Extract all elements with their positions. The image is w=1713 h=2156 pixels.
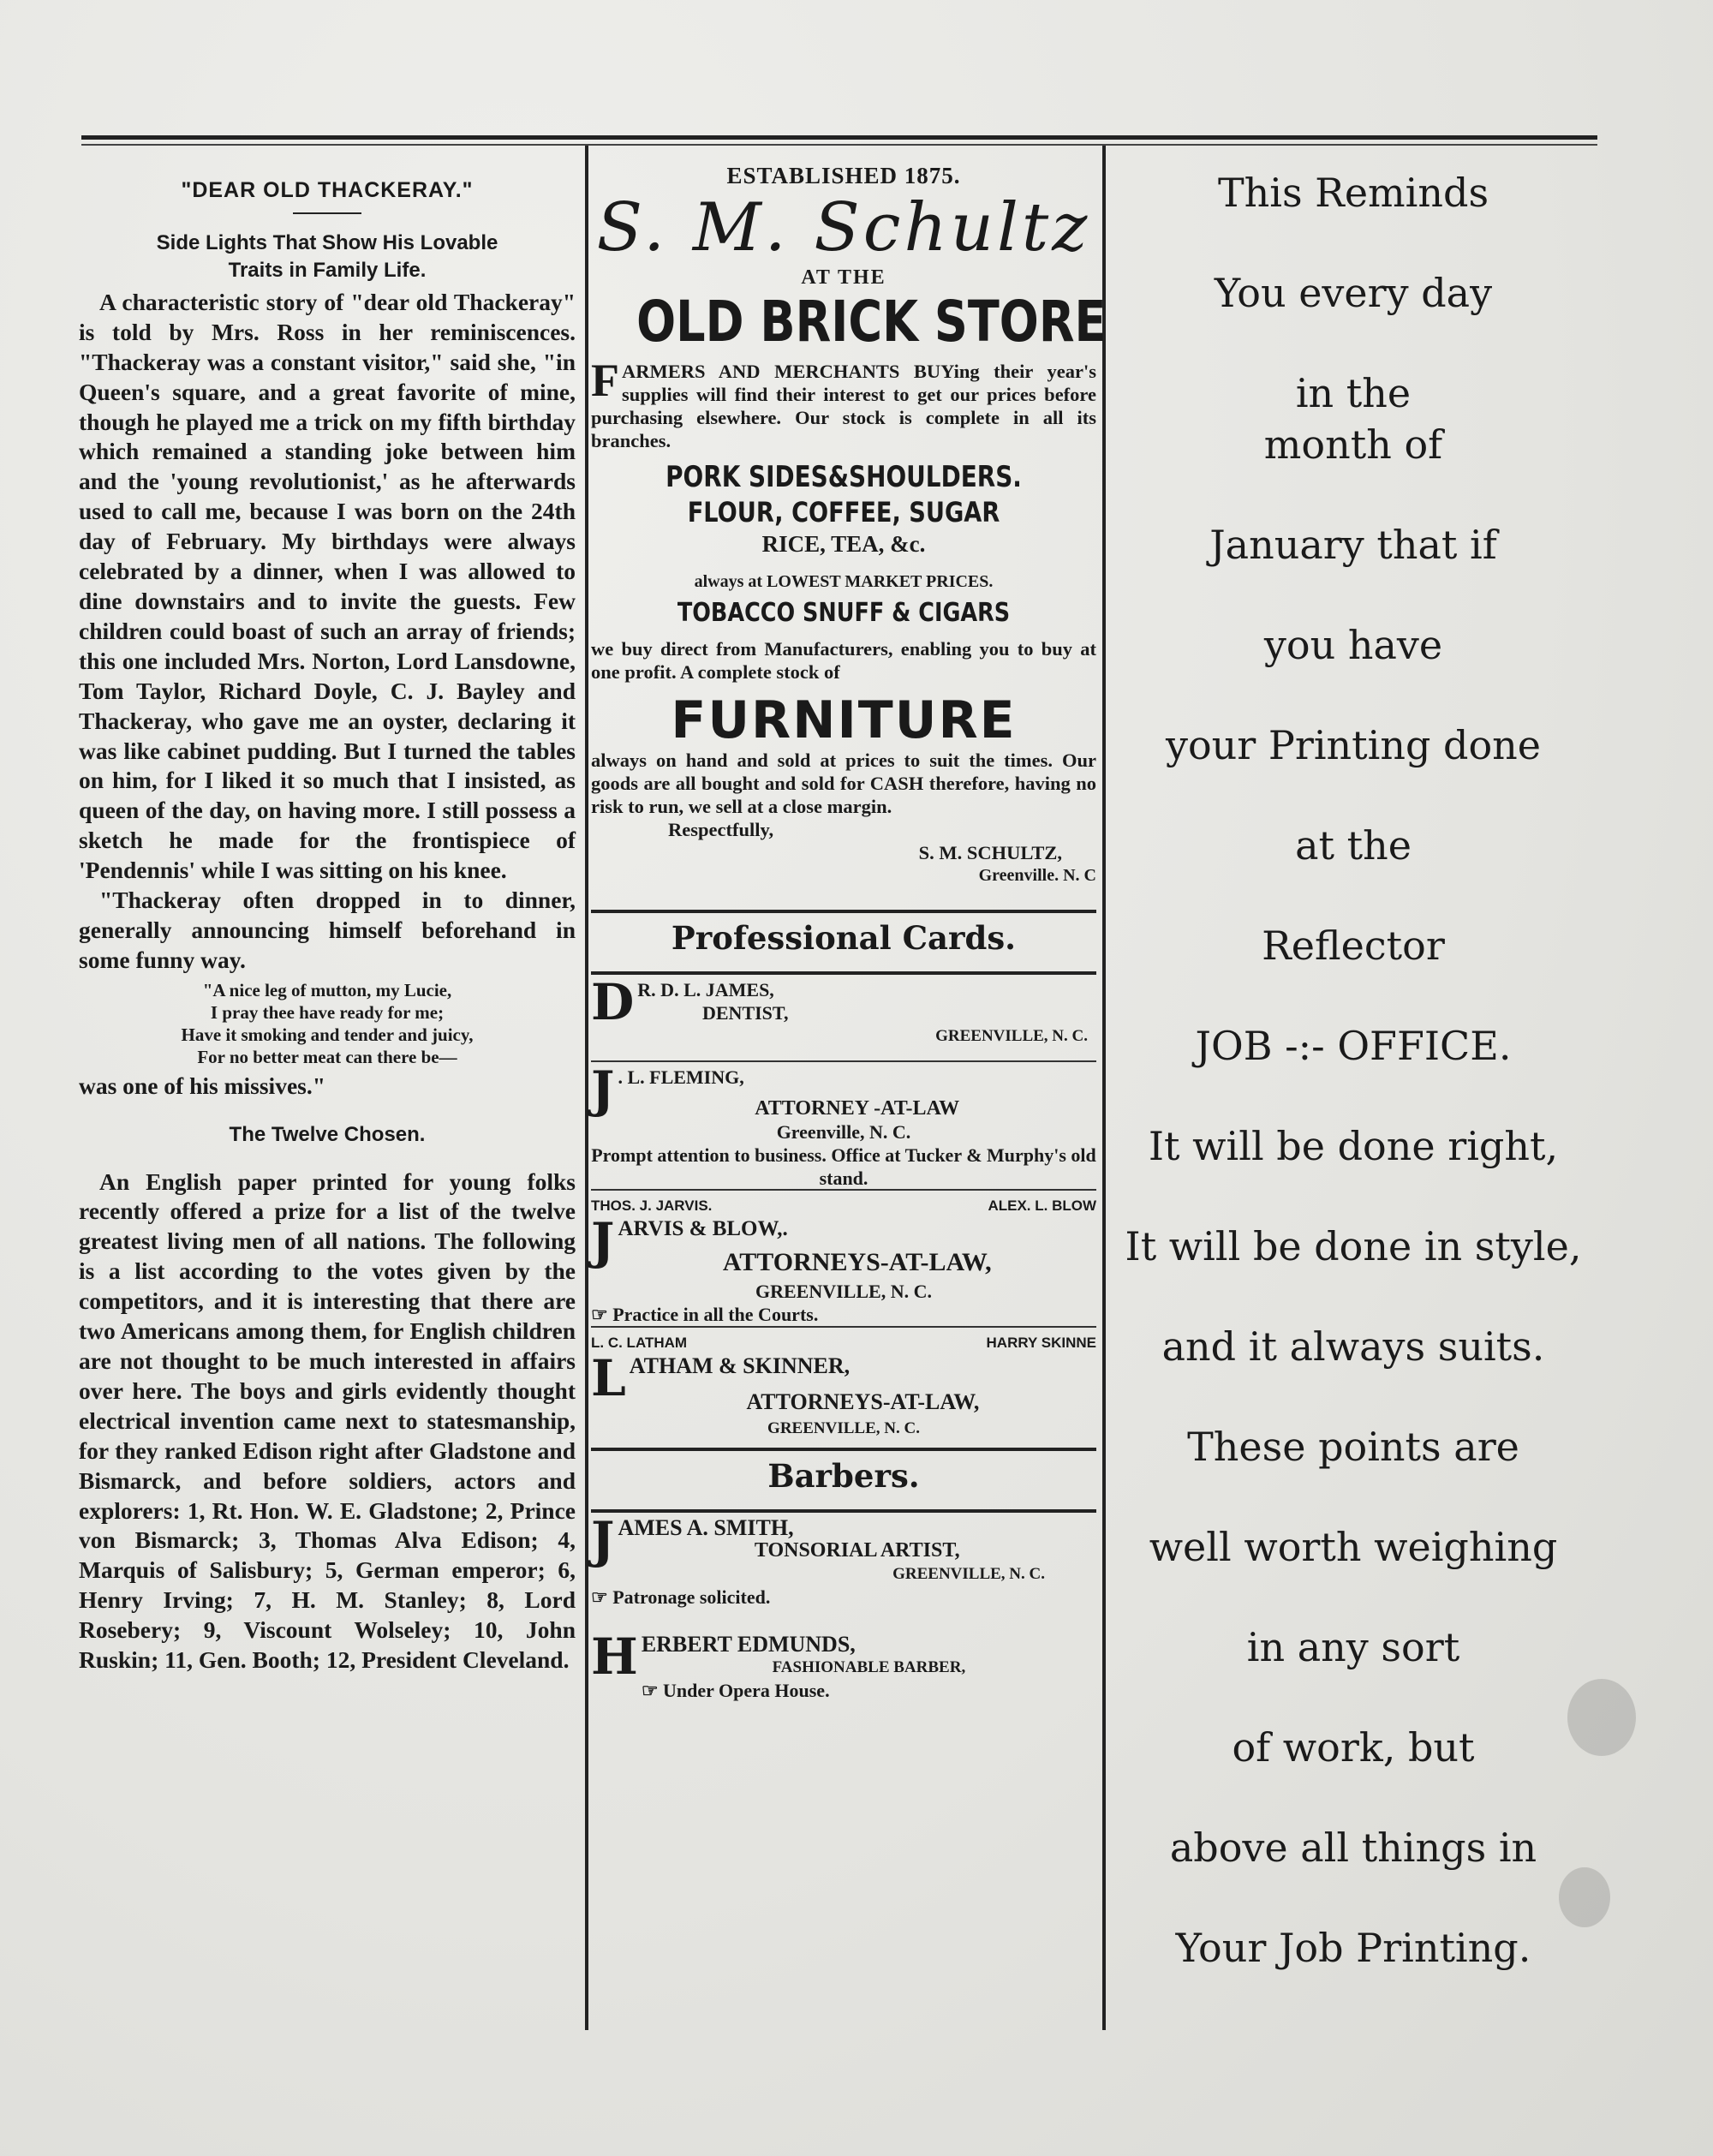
- card-line: ATHAM & SKINNER,: [629, 1353, 851, 1378]
- card-line: . L. FLEMING,: [618, 1066, 744, 1088]
- card-james: [591, 973, 1096, 1057]
- ad-line: Reflector: [1262, 923, 1445, 969]
- ad-line: Your Job Printing.: [1175, 1925, 1531, 1971]
- card-line: ATTORNEY -AT-LAW: [755, 1097, 960, 1120]
- title-rule: [293, 212, 361, 214]
- card-line: FASHIONABLE BARBER,: [772, 1658, 966, 1676]
- card-line: R. D. L. JAMES,: [637, 979, 774, 1000]
- partner-name: ALEX. L. BLOW: [988, 1197, 1096, 1214]
- card-partners: [591, 1331, 1096, 1354]
- merchant-name: S. M. Schultz: [596, 189, 1091, 266]
- card-initial: D: [591, 973, 635, 1031]
- article-subtitle: [79, 230, 576, 284]
- partner-name: THOS. J. JARVIS.: [591, 1197, 713, 1214]
- card-line: AMES A. SMITH,: [618, 1515, 794, 1540]
- card-smith: [591, 1511, 1096, 1627]
- ad-line: in the: [1295, 370, 1412, 416]
- product-line: FLOUR, COFFEE, SUGAR: [687, 496, 1000, 529]
- column-divider-right: [1102, 146, 1106, 2030]
- professional-cards-heading: Professional Cards.: [671, 919, 1017, 957]
- ad-line: month of: [1263, 421, 1443, 468]
- card-line: GREENVILLE, N. C.: [935, 1027, 1088, 1045]
- subtitle-line-1: Side Lights That Show His Lovable: [156, 230, 498, 254]
- section-rule: [591, 1448, 1096, 1451]
- furniture-heading: FURNITURE: [671, 690, 1017, 750]
- section-rule: [591, 971, 1096, 975]
- article-title-2: The Twelve Chosen.: [229, 1122, 426, 1146]
- partner-name: L. C. LATHAM: [591, 1335, 688, 1351]
- job-office-ad: [1113, 167, 1593, 2022]
- drop-cap: F: [591, 355, 619, 406]
- article-paragraph: "Thackeray often dropped in to dinner, generally announcing himself beforehand in some funny way.: [79, 887, 576, 973]
- card-line: ATTORNEYS-AT-LAW,: [722, 1248, 992, 1276]
- card-line: ☞ Under Opera House.: [641, 1680, 830, 1701]
- card-initial: J: [591, 1060, 615, 1119]
- ad-line: at the: [1295, 822, 1412, 869]
- subtitle-line-2: Traits in Family Life.: [228, 258, 427, 282]
- poem-line: I pray thee have ready for me;: [210, 1001, 445, 1023]
- ad-line: It will be done in style,: [1125, 1223, 1582, 1269]
- article-paragraph: was one of his missives.": [79, 1072, 325, 1099]
- card-line: Greenville, N. C.: [776, 1121, 911, 1143]
- article-title: "DEAR OLD THACKERAY.": [181, 178, 474, 202]
- ad-line: above all things in: [1169, 1825, 1537, 1871]
- product-line: PORK SIDES&SHOULDERS.: [666, 460, 1022, 494]
- ad-line: January that if: [1209, 522, 1497, 568]
- card-line: GREENVILLE, N. C.: [892, 1565, 1045, 1583]
- card-rule: [591, 1326, 1096, 1328]
- poem-line: "A nice leg of mutton, my Lucie,: [202, 979, 452, 1000]
- ink-stain: [1559, 1867, 1610, 1927]
- ad-line: You every day: [1214, 270, 1493, 316]
- ad-line: It will be done right,: [1148, 1123, 1559, 1169]
- card-line: GREENVILLE, N. C.: [755, 1281, 932, 1302]
- product-line: RICE, TEA, &c.: [761, 531, 926, 557]
- ad-line: of work, but: [1232, 1724, 1475, 1771]
- store-intro: [591, 355, 1096, 452]
- section-rule: [591, 1509, 1096, 1513]
- card-line: ERBERT EDMUNDS,: [641, 1632, 856, 1657]
- card-line: ☞ Patronage solicited.: [591, 1586, 771, 1608]
- barbers-heading: Barbers.: [767, 1457, 920, 1495]
- at-the-line: AT THE: [801, 266, 886, 289]
- card-line: DENTIST,: [702, 1002, 789, 1024]
- card-line: Prompt attention to business. Office at Tucker & Murphy's old stand.: [591, 1144, 1096, 1189]
- closing: Respectfully,: [668, 819, 774, 840]
- poem-line: Have it smoking and tender and juicy,: [181, 1024, 474, 1045]
- store-name: OLD BRICK STORE: [636, 289, 1107, 355]
- card-line: TONSORIAL ARTIST,: [754, 1539, 960, 1562]
- article-paragraph: A characteristic story of "dear old Thackeray" is told by Mrs. Ross in her reminiscences. "Thackeray was a constant visitor," said she, "in Queen's square, and a great favorite of mine, though he played me a trick on my fifth birthday which remained a standing joke between him and the 'young revolutionist,' as he afterwards used to call me, because I was born on the 24th day of February. My birthdays were always celebrated by a dinner, when I was allowed to dine downstairs and to invite the guests. Few children could boast of such an array of friends; this one included Mrs. Norton, Lord Lansdowne, Tom Taylor, Richard Doyle, C. J. Bayley and Thackeray, who gave me an oyster, declaring it was like cabinet pudding. But I turned the tables on him, for I liked it so much that I insisted, as queen of the day, on having more. I still possess a sketch he made for the frontispiece of 'Pendennis' while I was sitting on his knee.: [79, 288, 576, 884]
- section-rule: [591, 910, 1096, 913]
- direct-text: we buy direct from Manufacturers, enabling you to buy at one profit. A complete stock of: [591, 638, 1096, 683]
- ad-line: you have: [1263, 622, 1443, 668]
- ad-line: well worth weighing: [1149, 1524, 1558, 1570]
- town: Greenville. N. C: [978, 866, 1096, 885]
- ink-stain: [1567, 1679, 1636, 1756]
- product-line: TOBACCO SNUFF & CIGARS: [677, 598, 1011, 628]
- poem-line: For no better meat can there be—: [197, 1046, 457, 1067]
- card-initial: H: [591, 1627, 638, 1686]
- card-initial: J: [591, 1511, 615, 1569]
- card-partners: [591, 1194, 1096, 1217]
- ad-line: JOB -:- OFFICE.: [1195, 1023, 1512, 1069]
- advertisement-column: [591, 163, 1107, 1710]
- article-column: [79, 176, 576, 1675]
- card-edmunds: [591, 1627, 1096, 1710]
- top-rule: [81, 135, 1597, 140]
- top-rule-thin: [81, 144, 1597, 146]
- card-latham-skinner: [591, 1331, 1096, 1436]
- ad-line: and it always suits.: [1161, 1323, 1545, 1370]
- prices-line: always at LOWEST MARKET PRICES.: [694, 572, 994, 591]
- column-divider-left: [585, 146, 588, 2030]
- card-line: ARVIS & BLOW,.: [618, 1217, 788, 1240]
- card-fleming: [591, 1060, 1096, 1189]
- article-paragraph: An English paper printed for young folks recently offered a prize for a list of the twelve greatest living men of all nations. The following is a list according to the votes given by the competitors, and it is interesting that there are two Americans among them, for English children are not thought to be much interested in affairs over here. The boys and girls evidently thought electrical invention came next to statesmanship, for they ranked Edison right after Gladstone and Bismarck, and before soldiers, actors and explorers: 1, Rt. Hon. W. E. Gladstone; 2, Prince von Bismarck; 3, Thomas Alva Edison; 4, Marquis of Salisbury; 5, German emperor; 6, Henry Irving; 7, H. M. Stanley; 8, Lord Rosebery; 9, Viscount Wolseley; 10, John Ruskin; 11, Gen. Booth; 12, President Cleveland.: [79, 1168, 576, 1674]
- card-line: ATTORNEYS-AT-LAW,: [746, 1389, 980, 1414]
- furniture-text: always on hand and sold at prices to suit the times. Our goods are all bought and sold for CASH therefore, having no risk to run, we sell at a close margin.: [591, 750, 1096, 817]
- ad-line: This Reminds: [1217, 170, 1489, 216]
- partner-name: HARRY SKINNE: [986, 1335, 1096, 1351]
- established-line: ESTABLISHED 1875.: [726, 163, 961, 188]
- ad-line: These points are: [1187, 1424, 1519, 1470]
- signature: S. M. SCHULTZ,: [918, 842, 1062, 863]
- ad-line: in any sort: [1246, 1624, 1460, 1670]
- card-line: ☞ Practice in all the Courts.: [591, 1304, 819, 1325]
- card-rule: [591, 1060, 1096, 1062]
- card-initial: J: [591, 1212, 615, 1270]
- card-initial: L: [591, 1349, 626, 1407]
- poem: [79, 979, 576, 1068]
- ad-line: your Printing done: [1165, 722, 1542, 768]
- intro-text: ARMERS AND MERCHANTS BUYing their year's supplies will find their interest to get our prices before purchasing elsewhere. Our stock is complete in all its branches.: [591, 361, 1096, 451]
- card-line: GREENVILLE, N. C.: [767, 1419, 920, 1437]
- card-jarvis-blow: [591, 1194, 1096, 1323]
